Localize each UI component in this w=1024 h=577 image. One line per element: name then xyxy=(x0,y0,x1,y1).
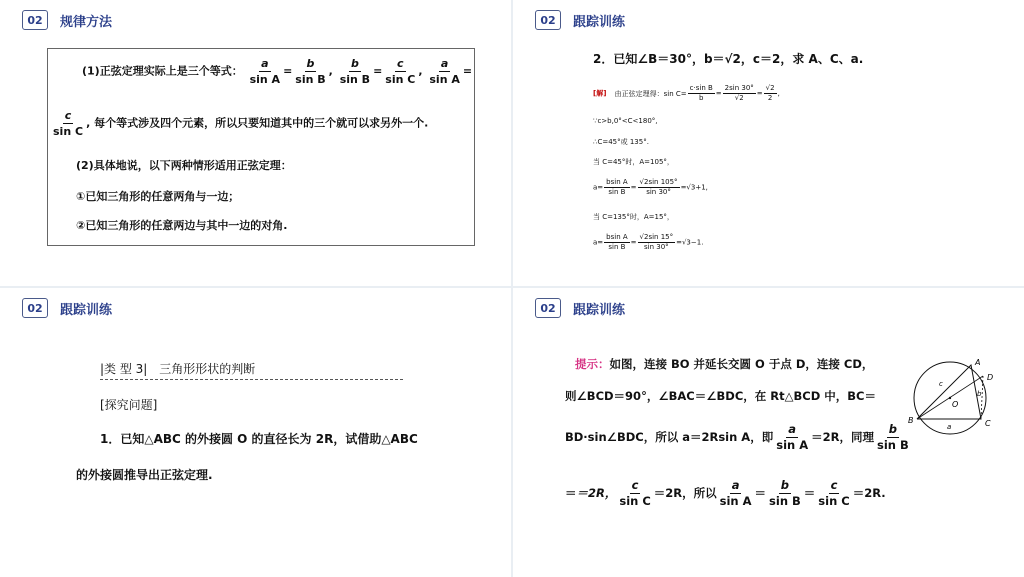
numerator: a xyxy=(440,57,449,70)
fraction xyxy=(338,56,372,87)
denominator xyxy=(51,124,85,139)
hint-line-1 xyxy=(575,356,873,372)
step-result: =√3+1, xyxy=(680,183,708,192)
fraction xyxy=(604,178,630,197)
denominator: sin A xyxy=(776,438,809,452)
denominator-text: sin C xyxy=(53,125,84,138)
fraction xyxy=(638,178,680,197)
fraction xyxy=(774,422,810,453)
numerator: √2sin 105° xyxy=(639,178,678,186)
denominator xyxy=(293,72,327,87)
problem-statement: 2．已知∠B＝30°，b＝√2，c＝2，求 A、C、a. xyxy=(593,52,864,66)
method-text: (1)正弦定理实际上是三个等式： xyxy=(82,64,243,78)
circumcircle-figure xyxy=(899,356,1009,436)
type-heading xyxy=(100,360,255,377)
denominator xyxy=(427,72,462,87)
section-badge: 02 xyxy=(22,10,48,30)
step-text: a= xyxy=(593,238,604,247)
explore-heading: [探究问题] xyxy=(100,398,158,412)
panel-title: 跟踪训练 xyxy=(60,302,113,318)
type-label: |类 型 3| xyxy=(100,362,148,376)
denominator-text: sin B xyxy=(339,73,371,86)
denominator-text: sin B xyxy=(295,73,326,86)
fraction xyxy=(638,233,676,252)
denominator: sin B xyxy=(876,438,909,452)
denominator: sin B xyxy=(608,243,626,251)
numerator: c xyxy=(830,478,838,492)
denominator: √2 xyxy=(734,94,744,102)
fraction xyxy=(293,56,327,87)
denominator xyxy=(338,72,372,87)
hint-text: 如图，连接 BO 并延长交圆 O 于点 D，连接 CD， xyxy=(609,357,874,371)
numerator: b xyxy=(888,422,897,436)
solution-label: [解] xyxy=(593,89,607,98)
panel-method xyxy=(0,0,511,286)
method-text: , 每个等式涉及四个元素，所以只要知道其中的三个就可以求另外一个. xyxy=(86,116,429,130)
numerator: bsin A xyxy=(606,233,628,241)
numerator: a xyxy=(261,57,269,70)
fraction xyxy=(383,56,417,87)
denominator: sin A xyxy=(719,494,752,508)
fraction xyxy=(617,478,652,509)
solution-step-1: [解] 由正弦定理得：sin C= $\frac{\text{c·sin B}}{b}$ = $\frac{2\sin 30^\circ}{√2}$ = $\frac{√2}{2}$ , xyxy=(593,84,780,102)
equals: = xyxy=(462,64,473,78)
center-o xyxy=(949,397,951,399)
numerator: c xyxy=(64,109,72,122)
step-text: a= xyxy=(593,183,604,192)
method-line-3: (2)具体地说，以下两种情形适用正弦定理： xyxy=(76,159,292,172)
panel-title: 规律方法 xyxy=(60,14,113,30)
panel-exercise-2 xyxy=(513,0,1024,286)
hint-text: BD·sin∠BDC，所以 a＝2Rsin A，即 xyxy=(565,430,774,444)
denominator: sin B xyxy=(769,494,801,508)
fraction xyxy=(427,56,462,87)
method-line-4: ①已知三角形的任意两角与一边； xyxy=(76,190,240,203)
numerator: b xyxy=(350,57,359,70)
panel-header xyxy=(22,9,112,31)
vertex-label-c: C xyxy=(985,419,991,428)
panel-title: 跟踪训练 xyxy=(573,14,626,30)
panel-title: 跟踪训练 xyxy=(573,302,626,318)
step-result: =√3−1. xyxy=(676,238,704,247)
fraction xyxy=(688,84,715,103)
question-line-2: 的外接圆推导出正弦定理. xyxy=(76,468,213,482)
solution-step-4: 当 C=45°时，A=105°， xyxy=(593,158,674,166)
comma: , xyxy=(418,64,423,78)
numerator: b xyxy=(780,478,790,492)
numerator: √2 xyxy=(765,84,775,92)
vertex-label-d: D xyxy=(987,373,994,382)
equals: ＝ xyxy=(754,486,767,500)
numerator: c·sin B xyxy=(689,84,713,92)
step-text: 由正弦定理得：sin C= xyxy=(614,89,687,98)
hint-line-2: 则∠BCD＝90°，∠BAC＝∠BDC，在 Rt△BCD 中，BC＝ xyxy=(565,389,876,403)
denominator xyxy=(383,72,417,87)
hint-text: ＝2R， xyxy=(576,486,617,500)
solution-step-3: ∴C=45°或 135°. xyxy=(593,138,649,146)
numerator: c xyxy=(631,478,639,492)
numerator: 2sin 30° xyxy=(724,84,754,92)
center-label-o: O xyxy=(952,400,959,409)
hint-label: 提示： xyxy=(575,357,610,371)
numerator: b xyxy=(306,57,315,70)
denominator: sin C xyxy=(818,494,850,508)
hint-text: ＝2R，同理 xyxy=(811,430,874,444)
method-line-2 xyxy=(50,108,428,139)
side-label-b: b xyxy=(977,390,982,398)
vertex-label-b: B xyxy=(908,416,914,425)
numerator: a xyxy=(788,422,797,436)
hint-line-3 xyxy=(565,422,912,453)
fraction xyxy=(764,84,777,103)
hint-text: ＝2R. xyxy=(852,486,886,500)
fraction xyxy=(723,84,756,103)
fraction xyxy=(718,478,754,509)
denominator: sin 30° xyxy=(643,243,669,251)
fraction xyxy=(248,56,283,87)
triangle-abc xyxy=(917,365,981,419)
denominator-text: sin A xyxy=(249,73,281,86)
section-badge: 02 xyxy=(535,298,561,318)
numerator: bsin A xyxy=(606,178,628,186)
equals: ＝ xyxy=(565,486,577,500)
question-line-1: 1．已知△ABC 的外接圆 O 的直径长为 2R，试借助△ABC xyxy=(100,432,418,446)
side-label-c: c xyxy=(939,380,943,388)
section-badge: 02 xyxy=(535,10,561,30)
equals: = xyxy=(283,64,293,78)
comma: , xyxy=(328,64,333,78)
vertex-label-a: A xyxy=(975,358,981,367)
fraction xyxy=(604,233,630,252)
side-label-a: a xyxy=(947,423,952,431)
denominator: 2 xyxy=(767,94,773,102)
panel-hint xyxy=(513,288,1024,577)
panel-header xyxy=(535,9,625,31)
fraction xyxy=(816,478,851,509)
panel-type-3 xyxy=(0,288,511,577)
denominator: b xyxy=(699,94,704,102)
fraction xyxy=(767,478,803,509)
method-line-1 xyxy=(82,56,472,87)
hint-line-4 xyxy=(565,478,886,509)
panel-header xyxy=(22,297,112,319)
solution-step-6: 当 C=135°时，A=15°， xyxy=(593,213,674,221)
denominator: sin 30° xyxy=(646,188,671,196)
type-title: 三角形形状的判断 xyxy=(159,362,256,376)
numerator: a xyxy=(731,478,740,492)
denominator: sin B xyxy=(608,188,626,196)
method-line-5: ②已知三角形的任意两边与其中一边的对角. xyxy=(76,219,288,232)
solution-step-5: a= $\frac{\text{bsin A}}{\text{sin B}}$ = $\frac{√2\sin 105^\circ}{\sin 30^\circ}$ =√3+1, xyxy=(593,178,708,196)
denominator-text: sin C xyxy=(385,73,416,86)
hint-text: ＝2R，所以 xyxy=(653,486,717,500)
equals: = xyxy=(373,64,383,78)
section-badge: 02 xyxy=(22,298,48,318)
numerator: √2sin 15° xyxy=(639,233,674,241)
panel-header xyxy=(535,297,625,319)
solution-step-2: ∵c>b,0°<C<180°, xyxy=(593,117,658,125)
fraction xyxy=(51,108,85,139)
denominator: sin C xyxy=(619,494,651,508)
solution-step-7: a= $\frac{\text{bsin A}}{\text{sin B}}$ = $\frac{√2\sin 15^\circ}{\sin 30^\circ}$ =√3−1. xyxy=(593,233,704,251)
denominator-text: sin A xyxy=(429,73,460,86)
denominator xyxy=(248,72,283,87)
numerator: c xyxy=(397,57,404,70)
equals: ＝ xyxy=(803,486,816,500)
